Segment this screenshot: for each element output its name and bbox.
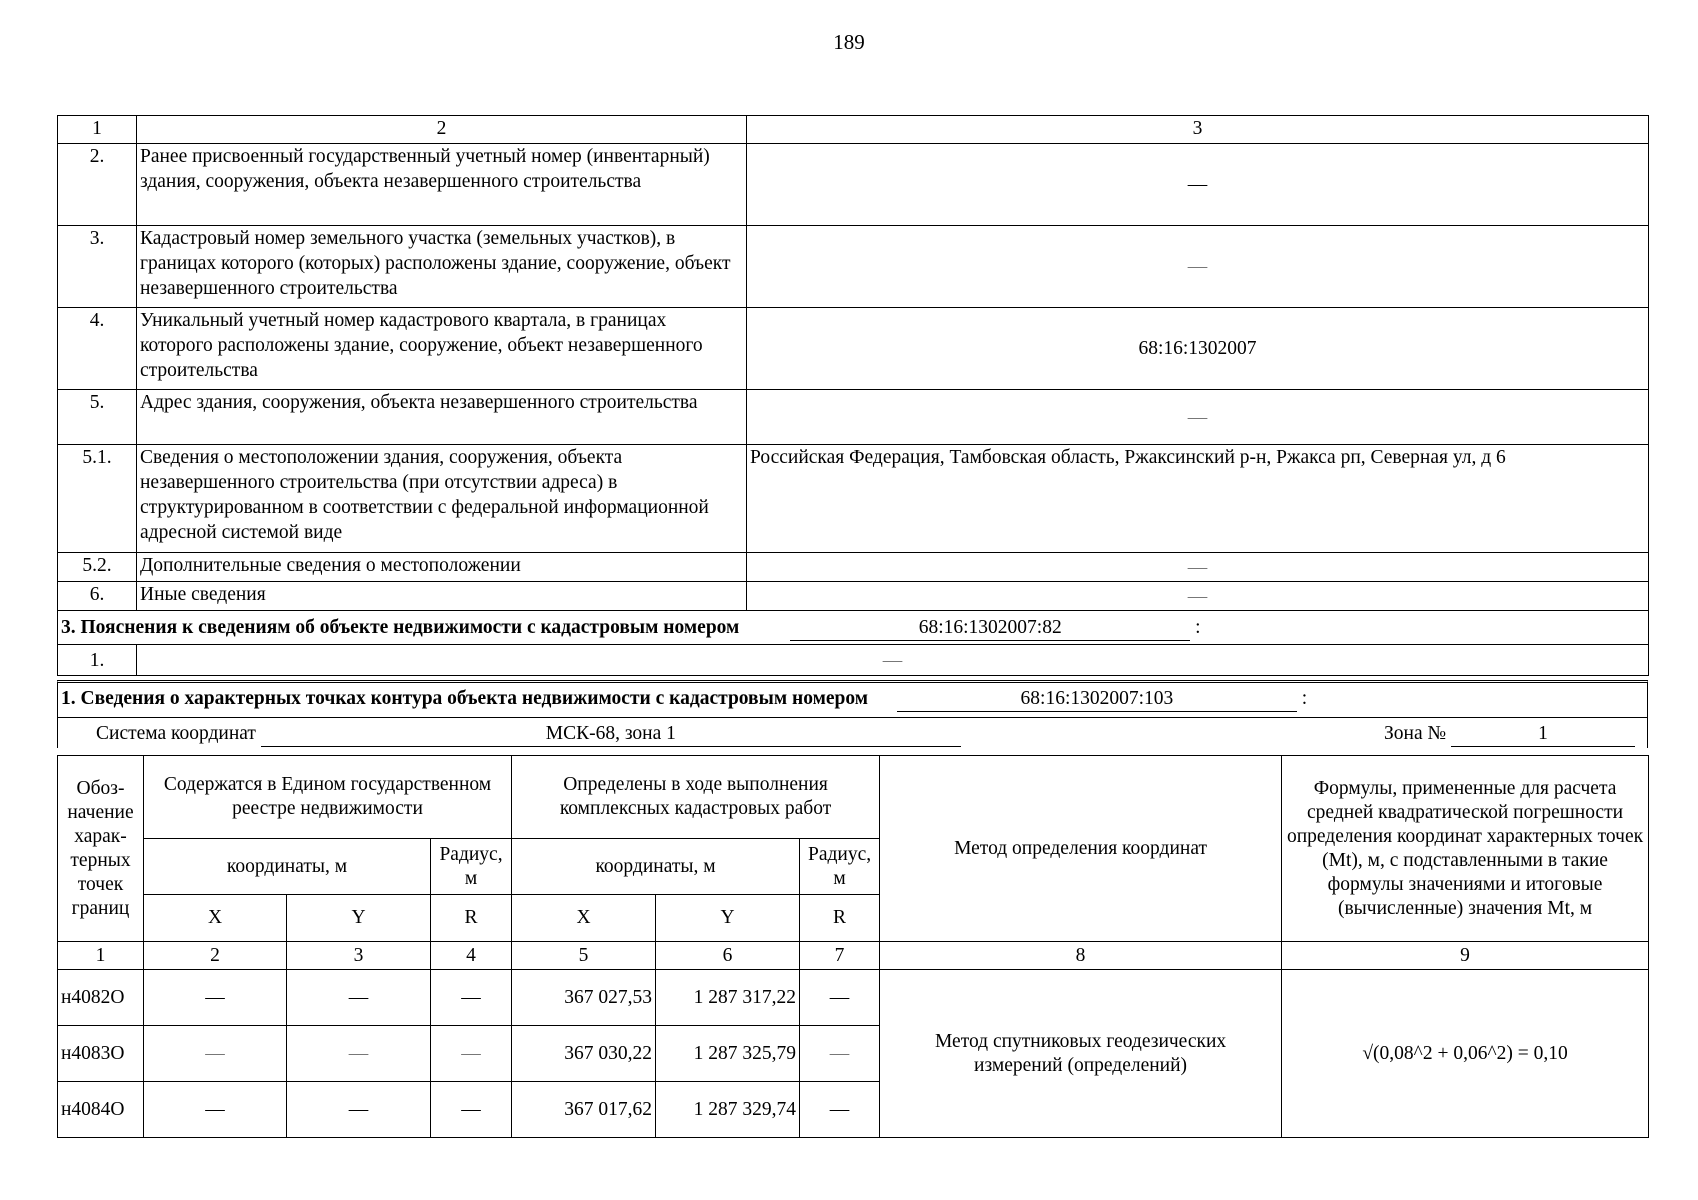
header-egrn-radius: Радиус, м <box>431 839 512 895</box>
point-id: н4082О <box>58 970 144 1026</box>
section3-title: 3. Пояснения к сведениям об объекте недвижимости с кадастровым номером <box>61 616 740 638</box>
row-value: — <box>747 390 1649 445</box>
row-label: Сведения о местоположении здания, сооружения, объекта незавершенного строительства (при отсутствии адреса) в структурированном в соответствии с федеральной информационной адресной системой виде <box>137 445 747 553</box>
column-header-row <box>58 116 1649 144</box>
row-number: 3. <box>58 226 137 308</box>
point-x-egrn: — <box>144 1082 287 1138</box>
points-suffix: : <box>1301 688 1308 709</box>
table-row <box>58 445 1649 553</box>
row-value: Российская Федерация, Тамбовская область, Ржаксинский р-н, Ржакса рп, Северная ул, д 6 <box>747 445 1649 553</box>
header-kkr-x: X <box>512 895 656 942</box>
point-r-egrn: — <box>431 1082 512 1138</box>
row-number: 5.1. <box>58 445 137 553</box>
point-id: н4084О <box>58 1082 144 1138</box>
row-label: Кадастровый номер земельного участка (земельных участков), в границах которого (которых) расположены здание, сооружение, объект незавершенного строительства <box>137 226 747 308</box>
header-egrn-y: Y <box>287 895 431 942</box>
col-number: 2 <box>144 942 287 970</box>
point-x: 367 030,22 <box>512 1026 656 1082</box>
header-egrn-r: R <box>431 895 512 942</box>
table-row <box>58 144 1649 226</box>
table-row <box>58 582 1649 611</box>
header-kkr-r: R <box>800 895 880 942</box>
table-row <box>58 970 1649 1026</box>
zone-label: Зона № <box>1384 723 1447 744</box>
col-header-1: 1 <box>58 116 137 144</box>
points-section-title: 1. Сведения о характерных точках контура объекта недвижимости с кадастровым номером <box>61 688 869 709</box>
formula-value: √(0,08^2 + 0,06^2) = 0,10 <box>1282 970 1649 1138</box>
row-label: Иные сведения <box>137 582 747 611</box>
row-number: 6. <box>58 582 137 611</box>
col-number: 6 <box>656 942 800 970</box>
point-y: 1 287 329,74 <box>656 1082 800 1138</box>
row-label: Адрес здания, сооружения, объекта незавершенного строительства <box>137 390 747 445</box>
section3-row <box>58 645 1649 676</box>
point-r-egrn: — <box>431 970 512 1026</box>
point-r-egrn: — <box>431 1026 512 1082</box>
row-label: Дополнительные сведения о местоположении <box>137 553 747 582</box>
point-y-egrn: — <box>287 1026 431 1082</box>
header-kkr-radius: Радиус, м <box>800 839 880 895</box>
points-cadastral-number: 68:16:1302007:103 <box>897 686 1297 712</box>
row-label: Ранее присвоенный государственный учетный номер (инвентарный) здания, сооружения, объекта незавершенного строительства <box>137 144 747 226</box>
point-y-egrn: — <box>287 1082 431 1138</box>
section3-suffix: : <box>1195 616 1201 638</box>
col-number: 4 <box>431 942 512 970</box>
point-x: 367 017,62 <box>512 1082 656 1138</box>
col-number: 7 <box>800 942 880 970</box>
point-y-egrn: — <box>287 970 431 1026</box>
points-table <box>57 755 1649 1138</box>
col-number: 3 <box>287 942 431 970</box>
header-kkr: Определены в ходе выполнения комплексных кадастровых работ <box>512 756 880 839</box>
table-row <box>58 226 1649 308</box>
row-number: 4. <box>58 308 137 390</box>
table-row <box>58 553 1649 582</box>
page-number: 189 <box>833 30 865 54</box>
point-x-egrn: — <box>144 1026 287 1082</box>
header-formulas: Формулы, примененные для расчета средней квадратической погрешности определения координат характерных точек (Mt), м, с подставленными в такие формулы значениями и итоговые (вычисленные) значения Mt, м <box>1282 756 1649 942</box>
point-id: н4083О <box>58 1026 144 1082</box>
points-section-header <box>57 680 1648 748</box>
row-value: — <box>747 553 1649 582</box>
row-number: 5. <box>58 390 137 445</box>
object-info-table <box>57 115 1649 676</box>
point-y: 1 287 325,79 <box>656 1026 800 1082</box>
section3-title-row <box>58 611 1649 645</box>
header-egrn-x: X <box>144 895 287 942</box>
point-x-egrn: — <box>144 970 287 1026</box>
row-value: — <box>747 144 1649 226</box>
col-number: 5 <box>512 942 656 970</box>
column-number-row <box>58 942 1649 970</box>
method-value: Метод спутниковых геодезических измерений (определений) <box>880 970 1282 1138</box>
header-egrn: Содержатся в Едином государственном реестре недвижимости <box>144 756 512 839</box>
header-designation: Обоз-начение харак-терных точек границ <box>58 756 144 942</box>
col-header-3: 3 <box>747 116 1649 144</box>
row-value: — <box>747 582 1649 611</box>
point-y: 1 287 317,22 <box>656 970 800 1026</box>
row-number: 2. <box>58 144 137 226</box>
row-number: 5.2. <box>58 553 137 582</box>
col-number: 8 <box>880 942 1282 970</box>
header-kkr-coords: координаты, м <box>512 839 800 895</box>
row-value: — <box>747 226 1649 308</box>
header-egrn-coords: координаты, м <box>144 839 431 895</box>
point-r: — <box>800 1082 880 1138</box>
row-value: 68:16:1302007 <box>747 308 1649 390</box>
col-number: 1 <box>58 942 144 970</box>
section3-cadastral-number: 68:16:1302007:82 <box>790 615 1190 641</box>
coord-system-label: Система координат <box>96 723 256 744</box>
point-r: — <box>800 1026 880 1082</box>
zone-value: 1 <box>1451 721 1635 747</box>
row-value: — <box>137 645 1649 676</box>
coord-system-value: МСК-68, зона 1 <box>261 721 961 747</box>
row-number: 1. <box>58 645 137 676</box>
header-kkr-y: Y <box>656 895 800 942</box>
col-number: 9 <box>1282 942 1649 970</box>
table-row <box>58 308 1649 390</box>
row-label: Уникальный учетный номер кадастрового квартала, в границах которого расположены здание, сооружение, объект незавершенного строительства <box>137 308 747 390</box>
point-x: 367 027,53 <box>512 970 656 1026</box>
table-row <box>58 390 1649 445</box>
header-method: Метод определения координат <box>880 756 1282 942</box>
point-r: — <box>800 970 880 1026</box>
col-header-2: 2 <box>137 116 747 144</box>
